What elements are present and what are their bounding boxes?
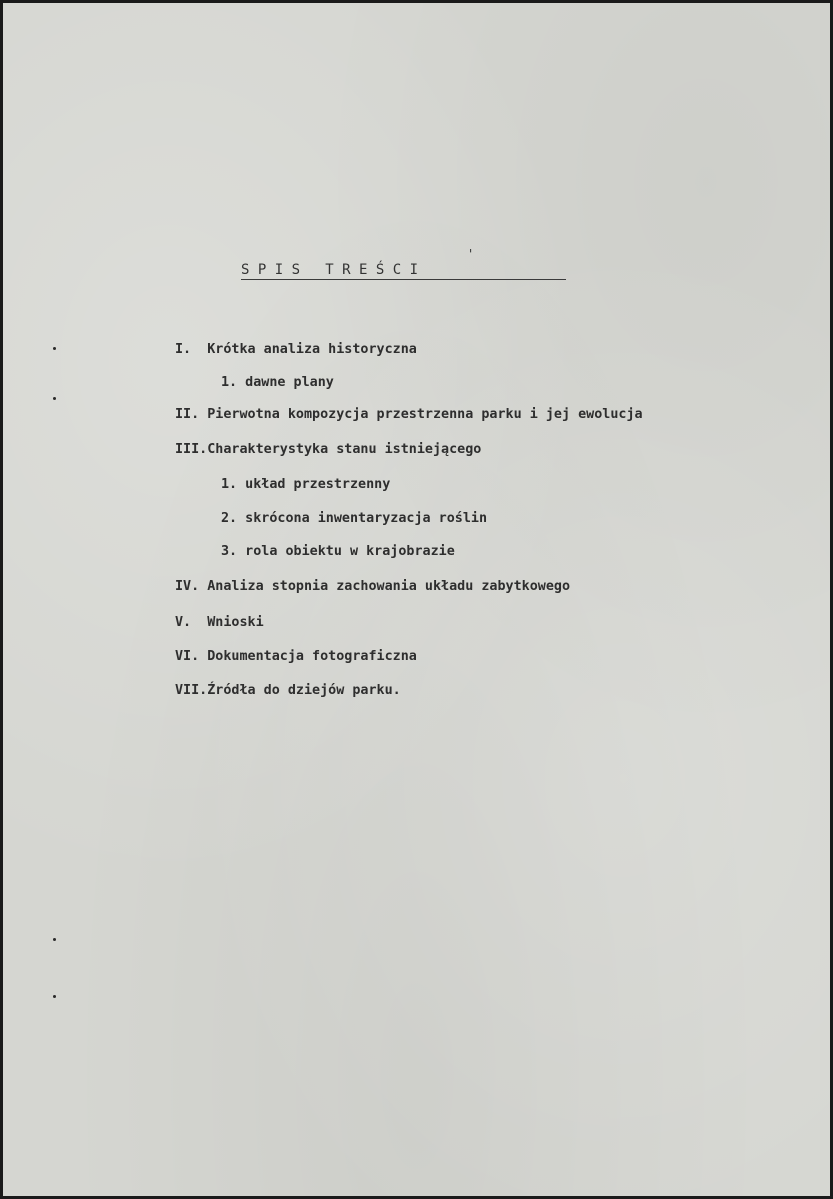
toc-subentry-3-2: 2. skrócona inwentaryzacja roślin — [221, 511, 488, 526]
toc-entry-4: IV. Analiza stopnia zachowania układu zabytkowego — [175, 579, 571, 594]
margin-mark — [53, 938, 56, 941]
toc-subentry-3-3: 3. rola obiektu w krajobrazie — [221, 544, 455, 559]
toc-entry-3: III.Charakterystyka stanu istniejącego — [175, 442, 482, 457]
toc-entry-7: VII.Źródła do dziejów parku. — [175, 683, 401, 698]
toc-subentry-3-1: 1. układ przestrzenny — [221, 477, 391, 492]
toc-entry-2: II. Pierwotna kompozycja przestrzenna parku i jej ewolucja — [175, 407, 643, 422]
margin-mark — [53, 995, 56, 998]
toc-entry-5: V. Wnioski — [175, 615, 264, 630]
toc-entry-6: VI. Dokumentacja fotograficzna — [175, 649, 417, 664]
title-accent-mark: ' — [467, 247, 475, 261]
page-title: S P I S T R E Ś C I — [241, 262, 566, 280]
toc-entry-1: I. Krótka analiza historyczna — [175, 342, 417, 357]
document-page — [3, 3, 830, 1196]
margin-mark — [53, 347, 56, 350]
toc-subentry-1-1: 1. dawne plany — [221, 375, 334, 390]
margin-mark — [53, 397, 56, 400]
